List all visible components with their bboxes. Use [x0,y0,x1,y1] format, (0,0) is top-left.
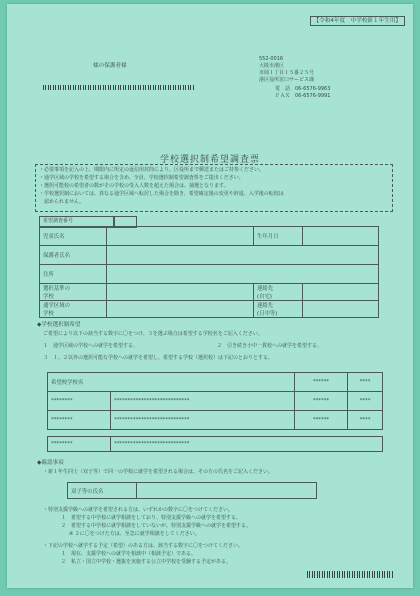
contact1-input[interactable] [303,284,379,301]
wish-mask-2: **** [348,373,383,392]
note-2: ・通学区域の学校を希望する場合を含め、全員、学校選択制希望調査票をご提出ください。 [39,175,244,181]
private-option-1[interactable]: １ 現在、支援学校への就学を相談中（相談予定）である。 [61,551,197,557]
option-2[interactable]: ２ 引き続き小中一貫校への就学を希望する。 [217,343,323,349]
sender-postal: 552-0016 [259,56,284,62]
header-tag: 【令和4年度 中学校新１年生用】 [310,16,405,26]
section1-heading: ◆学校選択制希望 [37,322,81,328]
contact2-input[interactable] [303,301,379,318]
support-text: ・特別支援学級への就学を希望される方は、いずれかの数字に〇をつけてください。 [43,507,234,513]
wish-row3-value: **************************** [111,437,383,452]
support-option-2[interactable]: ２ 希望する中学校に就学相談をしていないが、特別支援学級への就学を希望する。 [61,523,252,529]
wish-row2-mask: ****** [295,411,348,430]
sender-tel: 電 話 06-6576-9963 [275,86,331,92]
note-3: ・選択可能校の希望者の数がその学校の受入人数を超えた場合は、抽選となります。 [39,183,229,189]
guardian-name-label: 保護者氏名 [40,246,107,265]
district-school-label: 通学区域の 学校 [40,301,107,318]
contact1-label: 連絡先 (自宅) [254,284,303,301]
wish-row1-mask: ****** [295,392,348,411]
sender-line-3: 港区役所窓口サービス課 [259,77,315,83]
sender-fax: ＦＡＸ 06-6576-9991 [275,93,331,99]
wish-row2-value: **************************** [111,411,295,430]
support-note: ※ ２に〇をつけた方は、至急に就学相談をしてください。 [69,531,200,537]
birthdate-label: 生年月日 [254,227,303,246]
sibling-text: ・新１年生同士（双子等）で同一の学校に就学を希望される場合は、その方の氏名をご記入ください。 [43,469,274,475]
survey-form-page [7,4,413,588]
note-4: ・学校選択制においては、異なる通学区域へ転居した場合を除き、希望確定後の変更や辞退、入学後の転校は [39,191,284,197]
confirm-heading: ◆確認事項 [37,460,64,466]
contact2-label: 連絡先 (日中等) [254,301,303,318]
private-text: ・下記の学校へ就学する予定（希望）のある方は、該当する数字に〇をつけてください。 [43,543,244,549]
note-5: 認められません。 [39,199,85,205]
support-option-1[interactable]: １ 希望する中学校に就学相談をしており、特別支援学級への就学を希望する。 [61,515,242,521]
sibling-table [67,482,317,499]
sender-line-2: 市岡１丁目１５番２５号 [259,70,315,76]
applicant-table [39,226,379,318]
option-3[interactable]: ３ １、２以外の選択可能な学校への就学を希望し、希望する学校（選択校）は下記のとおりとする。 [43,355,274,361]
wish-mask-1: ****** [295,373,348,392]
private-option-2[interactable]: ２ 私立・国立中学校・選抜を実施する公立中学校を受験する予定がある。 [61,559,232,565]
wish-row1-label: ******** [48,392,111,411]
district-school-input[interactable] [107,301,254,318]
sibling-label: 双子等の氏名 [68,483,137,499]
recipient-label: 様の保護者様 [93,63,127,69]
section1-instruction: ご希望により以下の該当する数字に〇をつけ、３を選ぶ場合は希望する学校名をご記入ください。 [43,331,263,337]
wish-header: 希望校学校名 [48,373,295,392]
wish-row3-label: ******** [48,437,111,452]
form-title: 学校選択制希望調査票 [159,155,260,165]
wish-row2-mask2: **** [348,411,383,430]
form-barcode [307,571,393,578]
wish-row1-value: **************************** [111,392,295,411]
wish-school-table-2 [47,436,383,452]
address-input[interactable] [107,265,379,284]
sender-line-1: 大阪市港区 [259,63,285,69]
sibling-input[interactable] [137,483,317,499]
address-label: 住所 [40,265,107,284]
birthdate-input[interactable] [303,227,379,246]
id-label: 希望調査番号 [43,218,74,224]
option-1[interactable]: １ 通学区域の学校への就学を希望する。 [43,343,139,349]
wish-row2-label: ******** [48,411,111,430]
selected-school-label: 選択基準の 学校 [40,284,107,301]
student-name-input[interactable] [107,227,254,246]
wish-row1-mask2: **** [348,392,383,411]
wish-school-table [47,372,383,430]
selected-school-input[interactable] [107,284,254,301]
postal-barcode [43,85,195,90]
guardian-name-input[interactable] [107,246,379,265]
note-1: ・必要事項を記入の上、期限内に所定の返信用封筒により、区役所まで郵送またはご持参ください。 [39,167,265,173]
student-name-label: 児童氏名 [40,227,107,246]
